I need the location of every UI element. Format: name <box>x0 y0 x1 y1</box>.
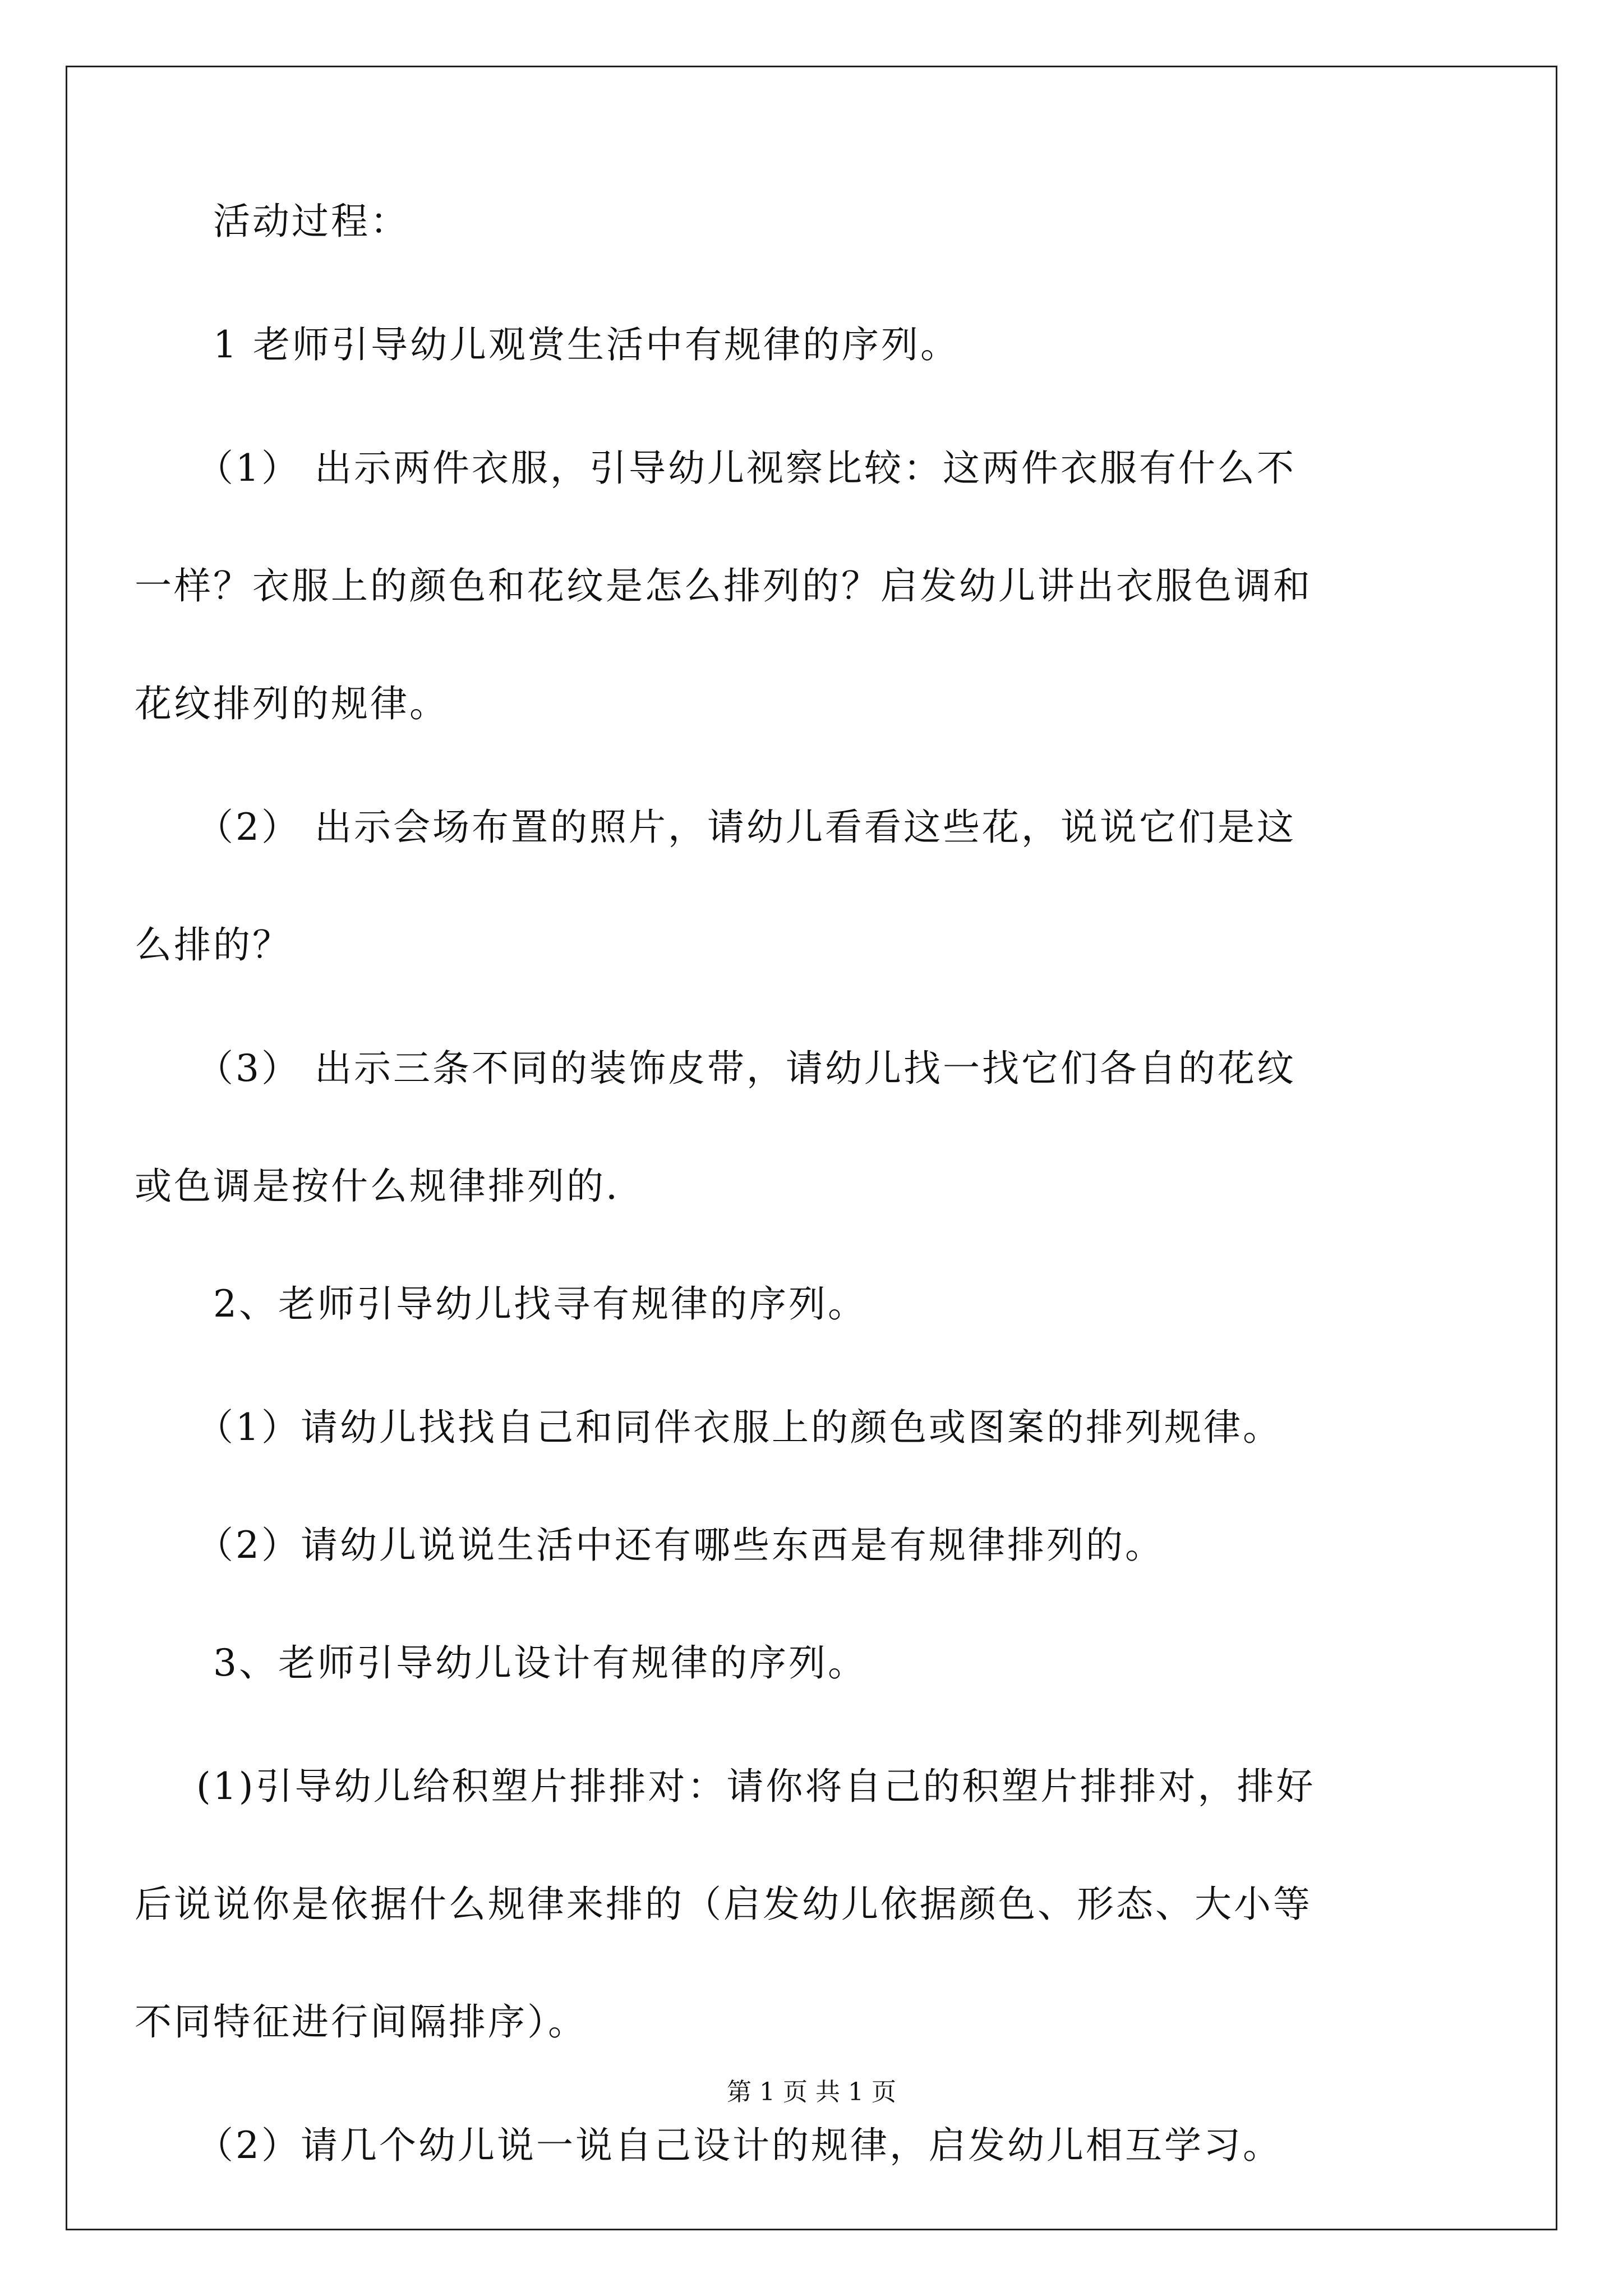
paragraph-line: （2）请几个幼儿说一说自己设计的规律，启发幼儿相互学习。 <box>196 2124 1282 2167</box>
paragraph-line: (1)引导幼儿给积塑片排排对：请你将自己的积塑片排排对，排好 <box>196 1765 1316 1808</box>
paragraph-line: 3、老师引导幼儿设计有规律的序列。 <box>213 1641 867 1685</box>
page-footer: 第 1 页 共 1 页 <box>727 2078 896 2106</box>
paragraph-line: 或色调是按什么规律排列的. <box>135 1165 620 1208</box>
heading-activity-process: 活动过程： <box>213 200 409 243</box>
paragraph-line: （1） 出示两件衣服，引导幼儿视察比较：这两件衣服有什么不 <box>196 447 1296 490</box>
paragraph-line: 花纹排列的规律。 <box>135 682 449 725</box>
paragraph-line: 不同特征进行间隔排序）。 <box>135 2000 587 2044</box>
paragraph-line: （2） 出示会场布置的照片，请幼儿看看这些花，说说它们是这 <box>196 806 1296 849</box>
paragraph-line: 2、老师引导幼儿找寻有规律的序列。 <box>213 1282 867 1326</box>
paragraph-line: 么排的？ <box>135 923 292 967</box>
paragraph-line: 一样？衣服上的颜色和花纹是怎么排列的？启发幼儿讲出衣服色调和 <box>135 564 1312 608</box>
paragraph-line: 1 老师引导幼儿观赏生活中有规律的序列。 <box>213 323 960 366</box>
paragraph-line: （1）请幼儿找找自己和同伴衣服上的颜色或图案的排列规律。 <box>196 1406 1282 1449</box>
paragraph-line: （3） 出示三条不同的装饰皮带，请幼儿找一找它们各自的花纹 <box>196 1047 1296 1090</box>
paragraph-line: （2）请幼儿说说生活中还有哪些东西是有规律排列的。 <box>196 1524 1164 1567</box>
paragraph-line: 后说说你是依据什么规律来排的（启发幼儿依据颜色、形态、大小等 <box>135 1883 1312 1926</box>
